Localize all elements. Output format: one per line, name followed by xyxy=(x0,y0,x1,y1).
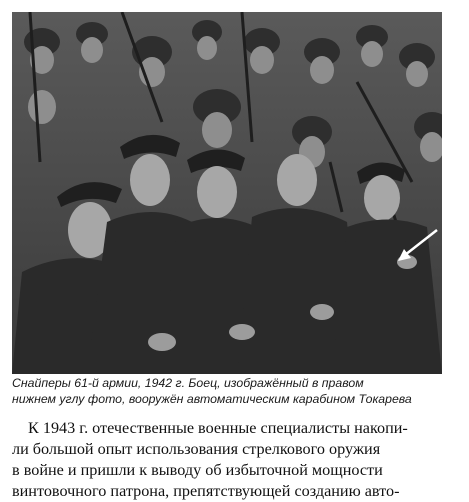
body-line: винтовочного патрона, препятствующей созданию авто- xyxy=(12,482,400,500)
photograph xyxy=(12,12,442,374)
caption-line: нижнем углу фото, вооружён автоматическим карабином Токарева xyxy=(12,391,412,406)
body-line: К 1943 г. отечественные военные специалисты накопи- xyxy=(28,419,408,437)
photo-illustration xyxy=(12,12,442,374)
photo-caption xyxy=(12,376,452,407)
body-paragraph xyxy=(12,418,456,502)
body-line: в войне и пришли к выводу об избыточной мощности xyxy=(12,461,383,479)
caption-line: Снайперы 61-й армии, 1942 г. Боец, изображённый в правом xyxy=(12,376,364,390)
body-line: ли большой опыт использования стрелкового оружия xyxy=(12,440,381,458)
